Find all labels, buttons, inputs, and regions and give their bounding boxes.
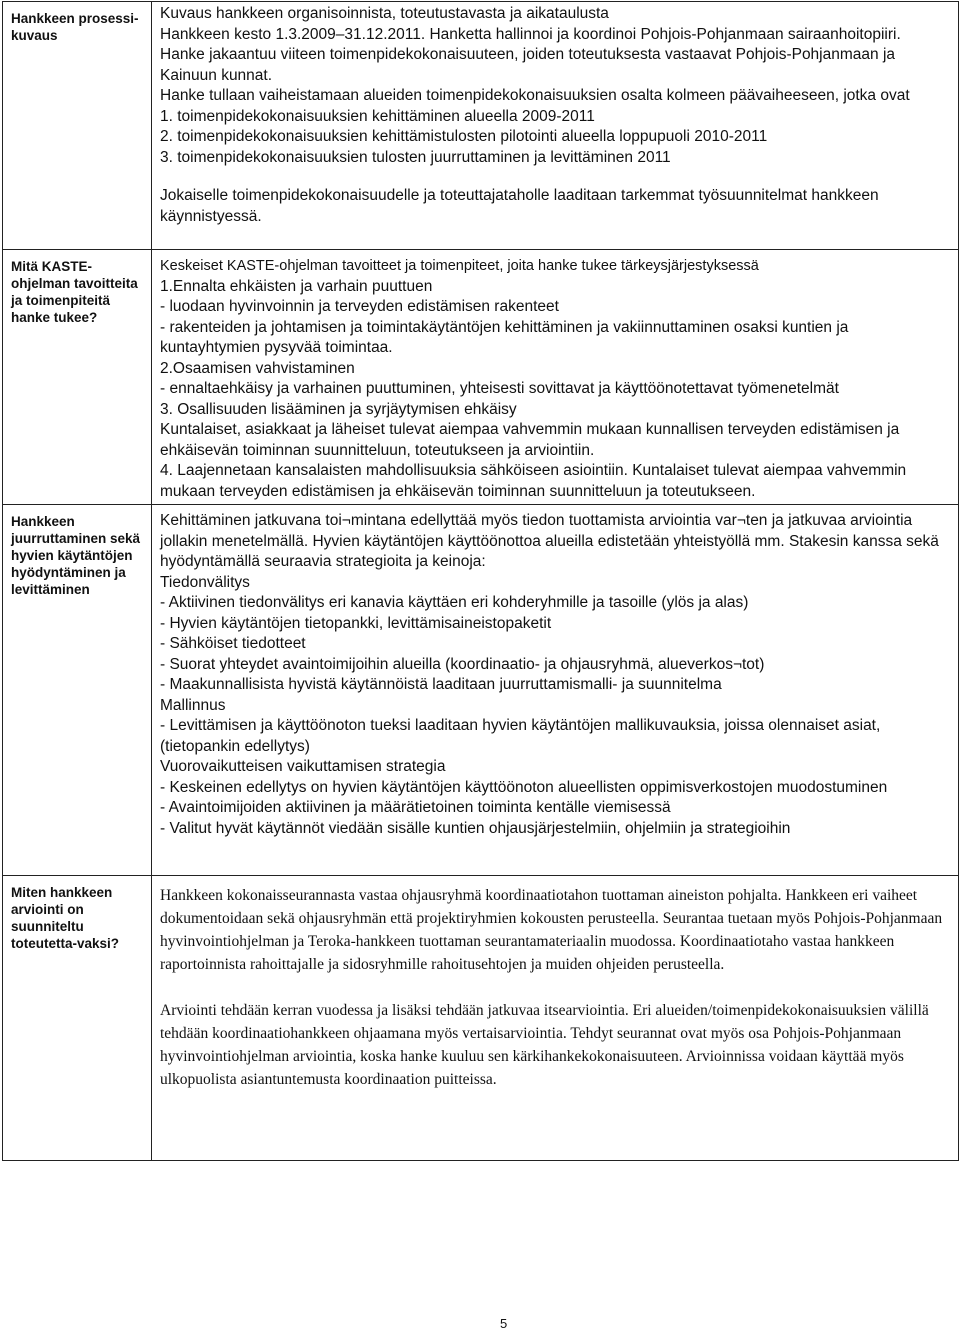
paragraph: Arviointi tehdään kerran vuodessa ja lisäksi tehdään jatkuvaa itsearviointia. Eri alueiden/toimenpidekokonaisuuksien välillä tehdään koordinaatiohankkeen ohjaamana myös vertaisarviointia. Tehdyt seurannat ovat myös osa Pohjois-Pohjanmaan hyvinvointiohjelman arviointia, koska hanke kuuluu sen kärkihankekokonaisuuteen. Arvioinnissa voidaan käyttää myös ulkopuolista asiantuntemusta koordinaation puitteissa. (160, 1002, 929, 1088)
row-evaluation (3, 876, 959, 1161)
process-description-text (152, 2, 958, 227)
line: - Suorat yhteydet avaintoimijoihin alueilla (koordinaatio- ja ohjausryhmä, alueverkos¬tot) (160, 655, 765, 673)
line: - Keskeinen edellytys on hyvien käytäntöjen käyttöönoton alueellisten oppimisverkostojen muodostuminen (160, 778, 888, 796)
evaluation-text (152, 876, 958, 1091)
row-label-dissemination: Hankkeen juurruttaminen sekä hyvien käytäntöjen hyödyntäminen ja levittäminen (11, 514, 141, 597)
line: Jokaiselle toimenpidekokonaisuudelle ja toteuttajataholle laaditaan tarkemmat työsuunnitelmat hankkeen käynnistyessä. (160, 187, 879, 225)
line: - Aktiivinen tiedonvälitys eri kanavia käyttäen eri kohderyhmille ja tasoille (ylös ja alas) (160, 594, 749, 611)
spacer (160, 168, 948, 186)
paragraph: Hankkeen kokonaisseurannasta vastaa ohjausryhmä koordinaatiotahon tuottaman aineiston pohjalta. Hankkeen eri vaiheet dokumentoidaan sekä ohjausryhmän että projektiryhmien kokousten perusteella. Seurantaa tuetaan myös Pohjois-Pohjanmaan hyvinvointiohjelman ja Teroka-hankkeen tuottaman seurantamateriaalin muodossa. Koordinaatiotaho vastaa hankkeen raportoinnista rahoittajalle ja sidosryhmille rahoitusehtojen ja muiden ohjeiden perusteella. (160, 887, 943, 973)
line: 1.Ennalta ehkäisten ja varhain puuttuen (160, 277, 433, 295)
project-table (2, 1, 959, 1161)
line: 2.Osaamisen vahvistaminen (160, 359, 355, 377)
line: - rakenteiden ja johtamisen ja toimintakäytäntöjen kehittäminen ja vakiinnuttaminen osaksi kuntien ja kuntayhtymien pysyvää toimintaa. (160, 318, 849, 356)
line: - Valitut hyvät käytännöt viedään sisälle kuntien ohjausjärjestelmiin, ohjelmiin ja strategioihin (160, 819, 791, 837)
kaste-text (152, 250, 958, 502)
spacer (160, 976, 948, 999)
label-cell (3, 505, 152, 876)
line: - ennaltaehkäisy ja varhainen puuttuminen, yhteisesti sovittavat ja käyttöönotettavat työmenetelmät (160, 380, 839, 397)
line: - Avaintoimijoiden aktiivinen ja määrätietoinen toiminta kentälle viemisessä (160, 799, 671, 816)
row-label-process: Hankkeen prosessi-kuvaus (11, 11, 139, 43)
line: 3. toimenpidekokonaisuuksien tulosten juurruttaminen ja levittäminen 2011 (160, 148, 671, 166)
line: 4. Laajennetaan kansalaisten mahdollisuuksia sähköiseen asiointiin. Kuntalaiset tulevat aiempaa vahvemmin mukaan terveyden edistämisen ja ehkäisevän toiminnan suunnitteluun ja toteutukseen. (160, 462, 907, 500)
line: Vuorovaikutteisen vaikuttamisen strategia (160, 758, 446, 775)
line: Kehittäminen jatkuvana toi¬mintana edellyttää myös tiedon tuottamista arviointia var¬ten ja jatkuvaa arviointia jollakin menetelmällä. Hyvien käytäntöjen käyttöönottoa alueilla edistetään yhteistyöllä mm. Stakesin kanssa sekä hyödyntämällä seuraavia strategioita ja keinoja: (160, 512, 939, 570)
row-label-evaluation: Miten hankkeen arviointi on suunniteltu toteutetta-vaksi? (11, 885, 120, 951)
line: - Levittämisen ja käyttöönoton tueksi laaditaan hyvien käytäntöjen mallikuvauksia, joissa olennaiset asiat, (tietopankin edellytys) (160, 717, 881, 755)
content-cell (152, 876, 959, 1161)
content-cell (152, 505, 959, 876)
content-cell (152, 250, 959, 505)
label-cell (3, 2, 152, 250)
line: Kuntalaiset, asiakkaat ja läheiset tulevat aiempaa vahvemmin mukaan kunnallisen terveyden edistämisen ja ehkäisevän toiminnan suunnitteluun, toteutukseen ja arviointiin. (160, 421, 900, 459)
row-label-kaste: Mitä KASTE-ohjelman tavoitteita ja toimenpiteitä hanke tukee? (11, 259, 138, 325)
page-number: 5 (500, 1316, 508, 1331)
dissemination-text (152, 505, 958, 839)
line: 3. Osallisuuden lisääminen ja syrjäytymisen ehkäisy (160, 400, 517, 418)
content-cell (152, 2, 959, 250)
label-cell (3, 876, 152, 1161)
line: Kuvaus hankkeen organisoinnista, toteutustavasta ja aikataulusta (160, 5, 609, 22)
kaste-heading: Keskeiset KASTE-ohjelman tavoitteet ja toimenpiteet, joita hanke tukee tärkeysjärjestyksessä (160, 258, 759, 274)
line: - Hyvien käytäntöjen tietopankki, levittämisaineistopaketit (160, 614, 552, 632)
row-kaste (3, 250, 959, 505)
line: - Sähköiset tiedotteet (160, 635, 306, 652)
line: Hanke tullaan vaiheistamaan alueiden toimenpidekokonaisuuksien osalta kolmeen päävaiheeseen, jotka ovat (160, 87, 910, 104)
row-process-description (3, 2, 959, 250)
line: - Maakunnallisista hyvistä käytännöistä laaditaan juurruttamismalli- ja suunnitelma (160, 676, 722, 693)
label-cell (3, 250, 152, 505)
line: Hankkeen kesto 1.3.2009–31.12.2011. Hanketta hallinnoi ja koordinoi Pohjois-Pohjanmaan sairaanhoitopiiri. Hanke jakaantuu viiteen toimenpidekokonaisuuteen, joiden toteutuksesta vastaavat Pohjois-Pohjanmaan ja Kainuun kunnat. (160, 25, 901, 84)
row-dissemination (3, 505, 959, 876)
line: Tiedonvälitys (160, 573, 250, 591)
line: - luodaan hyvinvoinnin ja terveyden edistämisen rakenteet (160, 298, 559, 315)
line: 2. toimenpidekokonaisuuksien kehittämistulosten pilotointi alueella loppupuoli 2010-2011 (160, 128, 768, 145)
line: 1. toimenpidekokonaisuuksien kehittäminen alueella 2009-2011 (160, 107, 595, 125)
line: Mallinnus (160, 696, 226, 714)
